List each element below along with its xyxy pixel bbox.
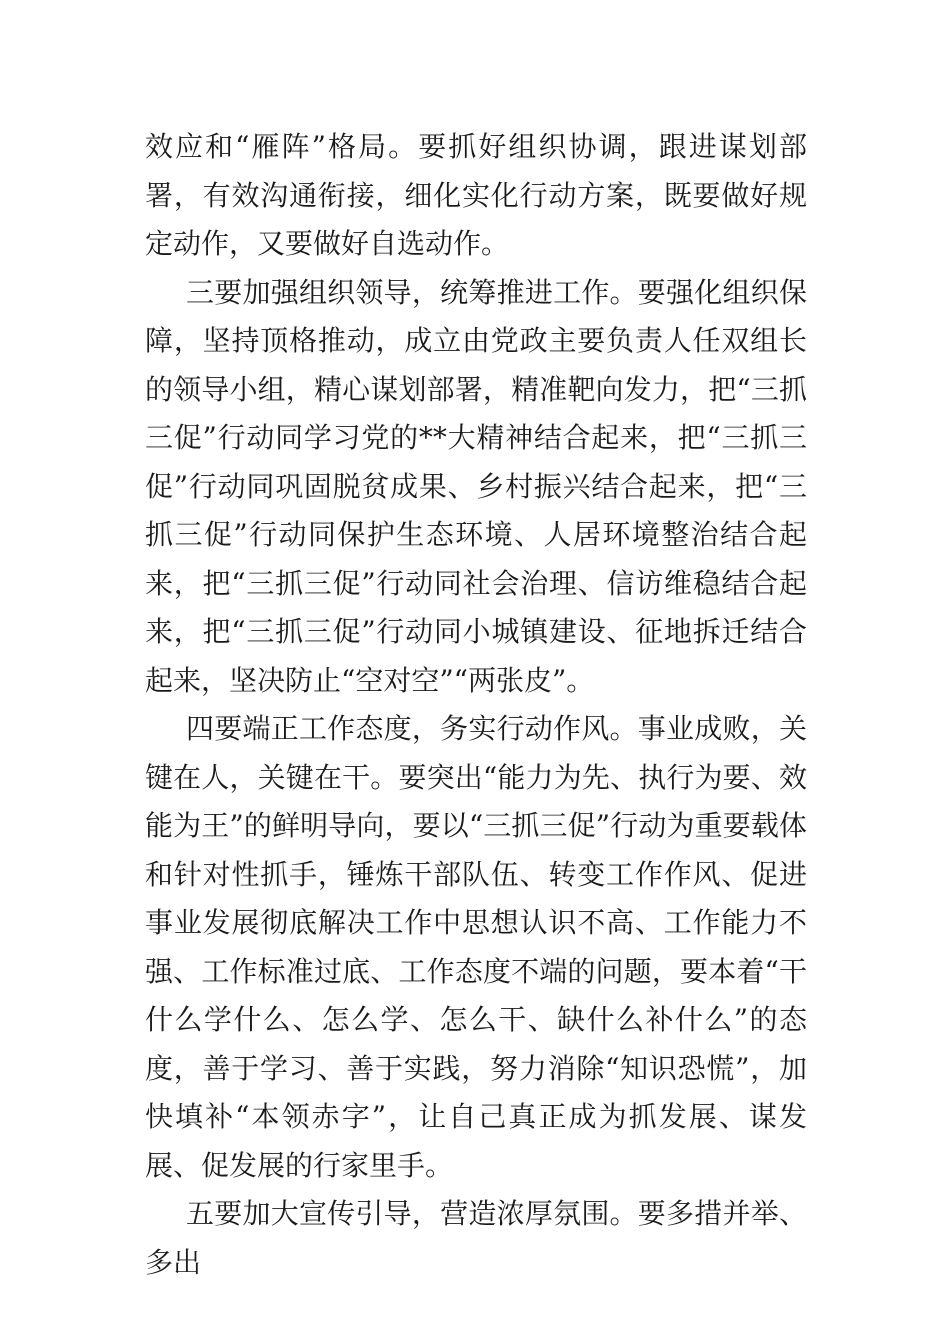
paragraph-publicity-guidance: 五要加大宣传引导，营造浓厚氛围。要多措并举、多出: [145, 1197, 807, 1279]
document-page: [145, 123, 807, 1287]
paragraph-organization-leadership: 三要加强组织领导，统筹推进工作。要强化组织保障，坚持顶格推动，成立由党政主要负责人任双组长的领导小组，精心谋划部署，精准靶向发力，把“三抓三促”行动同学习党的**大精神结合起来，把“三抓三促”行动同巩固脱贫成果、乡村振兴结合起来，把“三抓三促”行动同保护生态环境、人居环境整治结合起来，把“三抓三促”行动同社会治理、信访维稳结合起来，把“三抓三促”行动同小城镇建设、征地拆迁结合起来，坚决防止“空对空”“两张皮”。: [145, 275, 807, 697]
paragraph-continuation: 效应和“雁阵”格局。要抓好组织协调，跟进谋划部署，有效沟通衔接，细化实化行动方案，既要做好规定动作，又要做好自选动作。: [145, 130, 807, 260]
paragraph-work-attitude: 四要端正工作态度，务实行动作风。事业成败，关键在人，关键在干。要突出“能力为先、执行为要、效能为王”的鲜明导向，要以“三抓三促”行动为重要载体和针对性抓手，锤炼干部队伍、转变工作作风、促进事业发展彻底解决工作中思想认识不高、工作能力不强、工作标准过底、工作态度不端的问题，要本着“干什么学什么、怎么学、怎么干、缺什么补什么”的态度，善于学习、善于实践，努力消除“知识恐慌”，加快填补“本领赤字”，让自己真正成为抓发展、谋发展、促发展的行家里手。: [145, 712, 807, 1182]
